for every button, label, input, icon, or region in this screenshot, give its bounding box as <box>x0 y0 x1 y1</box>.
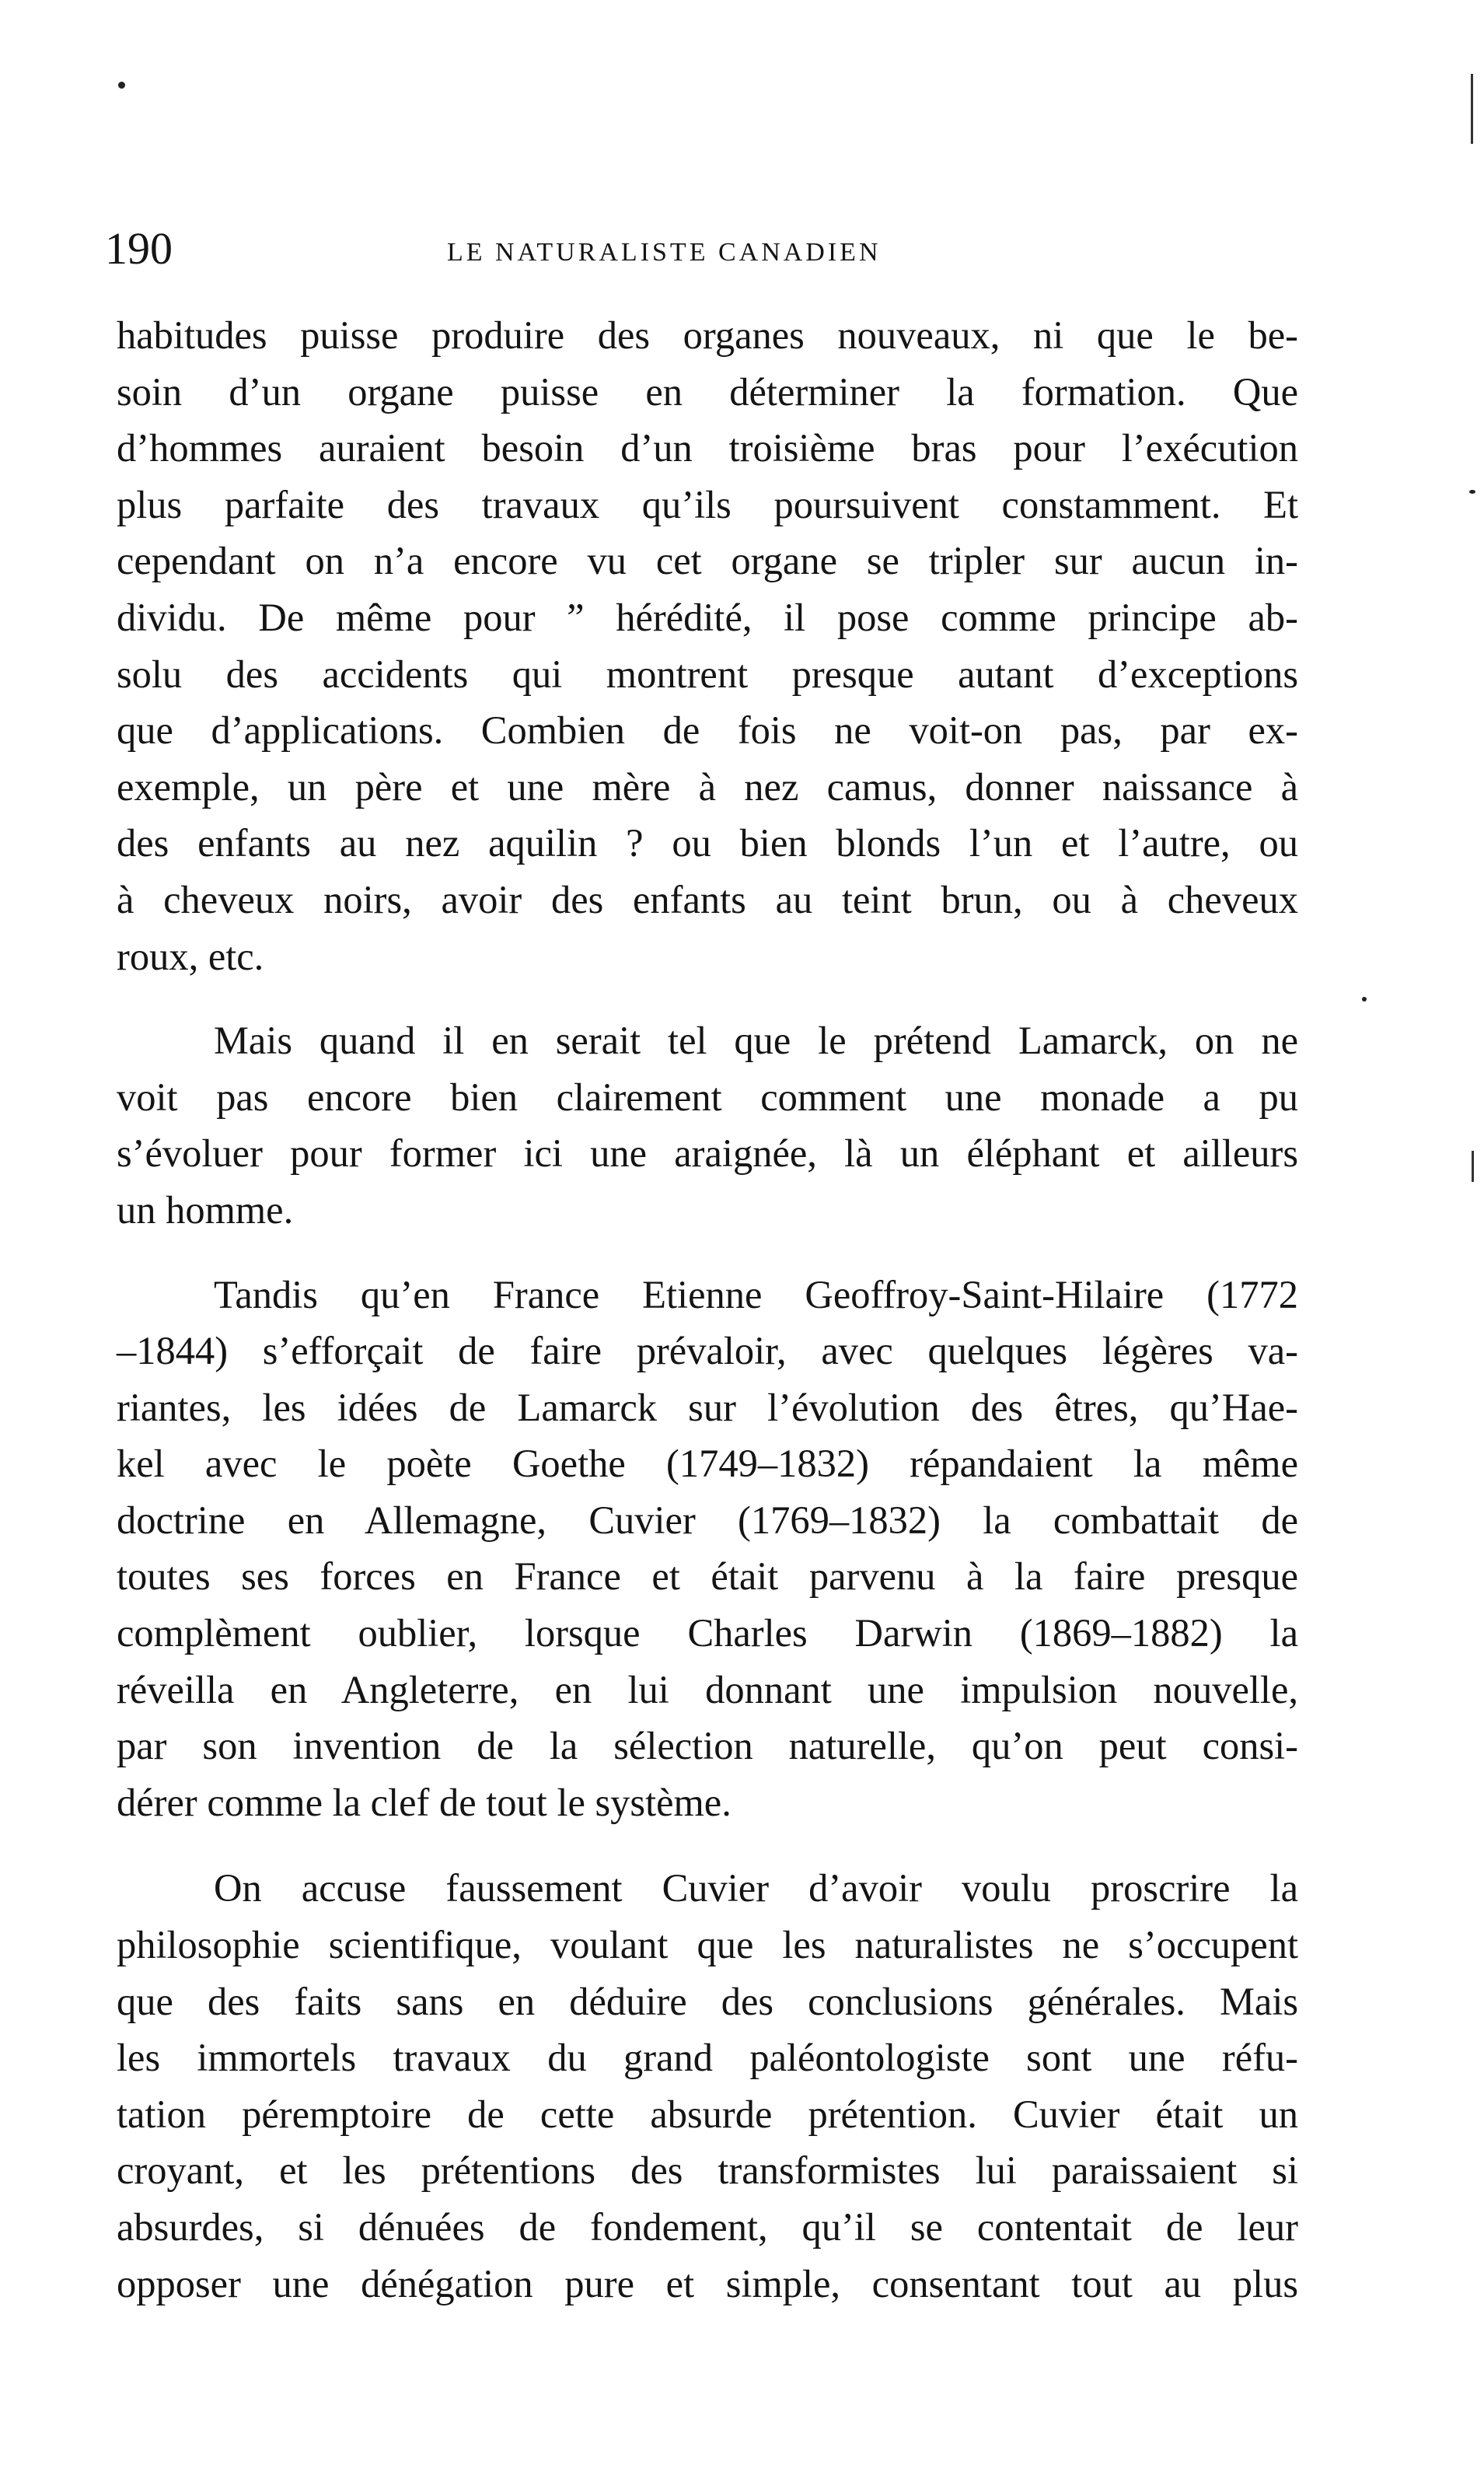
text-line: soin d’un organe puisse en déterminer la formation. Que <box>117 369 1298 414</box>
text-line: dérer comme la clef de tout le système. <box>117 1780 732 1824</box>
text-line: dividu. De même pour ” hérédité, il pose comme principe ab- <box>117 595 1298 639</box>
text-line: réveilla en Angleterre, en lui donnant une impulsion nouvelle, <box>117 1667 1298 1711</box>
text-line: voit pas encore bien clairement comment une monade a pu <box>117 1075 1298 1119</box>
text-line: habitudes puisse produire des organes nouveaux, ni que le be- <box>117 313 1298 357</box>
page-number: 190 <box>105 223 173 274</box>
text-line: Mais quand il en serait tel que le prétend Lamarck, on ne <box>214 1019 1298 1063</box>
scan-speck <box>118 82 125 89</box>
text-line: tation péremptoire de cette absurde prétention. Cuvier était un <box>117 2092 1298 2136</box>
paragraph <box>117 307 1298 984</box>
text-line: riantes, les idées de Lamarck sur l’évolution des êtres, qu’Hae- <box>117 1385 1298 1429</box>
text-line: roux, etc. <box>117 934 264 978</box>
text-line: kel avec le poète Goethe (1749–1832) répandaient la même <box>117 1442 1298 1486</box>
text-line: croyant, et les prétentions des transformistes lui paraissaient si <box>117 2148 1298 2193</box>
page-header <box>105 222 1318 276</box>
text-line: –1844) s’efforçait de faire prévaloir, avec quelques légères va- <box>117 1329 1298 1373</box>
text-line: Tandis qu’en France Etienne Geoffroy-Saint-Hilaire (1772 <box>214 1272 1298 1316</box>
scan-speck <box>1469 490 1475 494</box>
scan-edge-mark <box>1471 74 1473 144</box>
text-line: un homme. <box>117 1187 294 1232</box>
text-line: cependant on n’a encore vu cet organe se tripler sur aucun in- <box>117 539 1298 583</box>
text-line: par son invention de la sélection naturelle, qu’on peut consi- <box>117 1724 1298 1768</box>
text-line: à cheveux noirs, avoir des enfants au teint brun, ou à cheveux <box>117 877 1298 921</box>
body-text <box>117 307 1298 2312</box>
text-line: toutes ses forces en France et était parvenu à la faire presque <box>117 1554 1298 1599</box>
scan-edge-mark <box>1472 1151 1474 1182</box>
text-line: philosophie scientifique, voulant que les naturalistes ne s’occupent <box>117 1923 1298 1967</box>
text-line: On accuse faussement Cuvier d’avoir voulu proscrire la <box>214 1866 1298 1910</box>
text-line: des enfants au nez aquilin ? ou bien blonds l’un et l’autre, ou <box>117 821 1298 865</box>
text-line: que des faits sans en déduire des conclusions générales. Mais <box>117 1979 1298 2023</box>
text-line: d’hommes auraient besoin d’un troisième bras pour l’exécution <box>117 426 1298 470</box>
text-line: s’évoluer pour former ici une araignée, là un éléphant et ailleurs <box>117 1131 1298 1176</box>
text-line: les immortels travaux du grand paléontologiste sont une réfu- <box>117 2036 1298 2080</box>
scan-speck <box>1362 997 1367 1002</box>
text-line: plus parfaite des travaux qu’ils poursuivent constamment. Et <box>117 482 1298 526</box>
running-title: LE NATURALISTE CANADIEN <box>447 238 882 267</box>
text-line: que d’applications. Combien de fois ne voit-on pas, par ex- <box>117 708 1298 753</box>
text-line: solu des accidents qui montrent presque autant d’exceptions <box>117 652 1298 696</box>
paragraph <box>117 1860 1298 2312</box>
text-line: complèment oublier, lorsque Charles Darwin (1869–1882) la <box>117 1611 1298 1655</box>
text-line: absurdes, si dénuées de fondement, qu’il se contentait de leur <box>117 2205 1298 2249</box>
text-line: exemple, un père et une mère à nez camus, donner naissance à <box>117 764 1298 809</box>
paragraph <box>117 1267 1298 1831</box>
paragraph <box>117 1012 1298 1238</box>
text-line: doctrine en Allemagne, Cuvier (1769–1832) la combattait de <box>117 1498 1298 1542</box>
text-line: opposer une dénégation pure et simple, consentant tout au plus <box>117 2261 1298 2305</box>
